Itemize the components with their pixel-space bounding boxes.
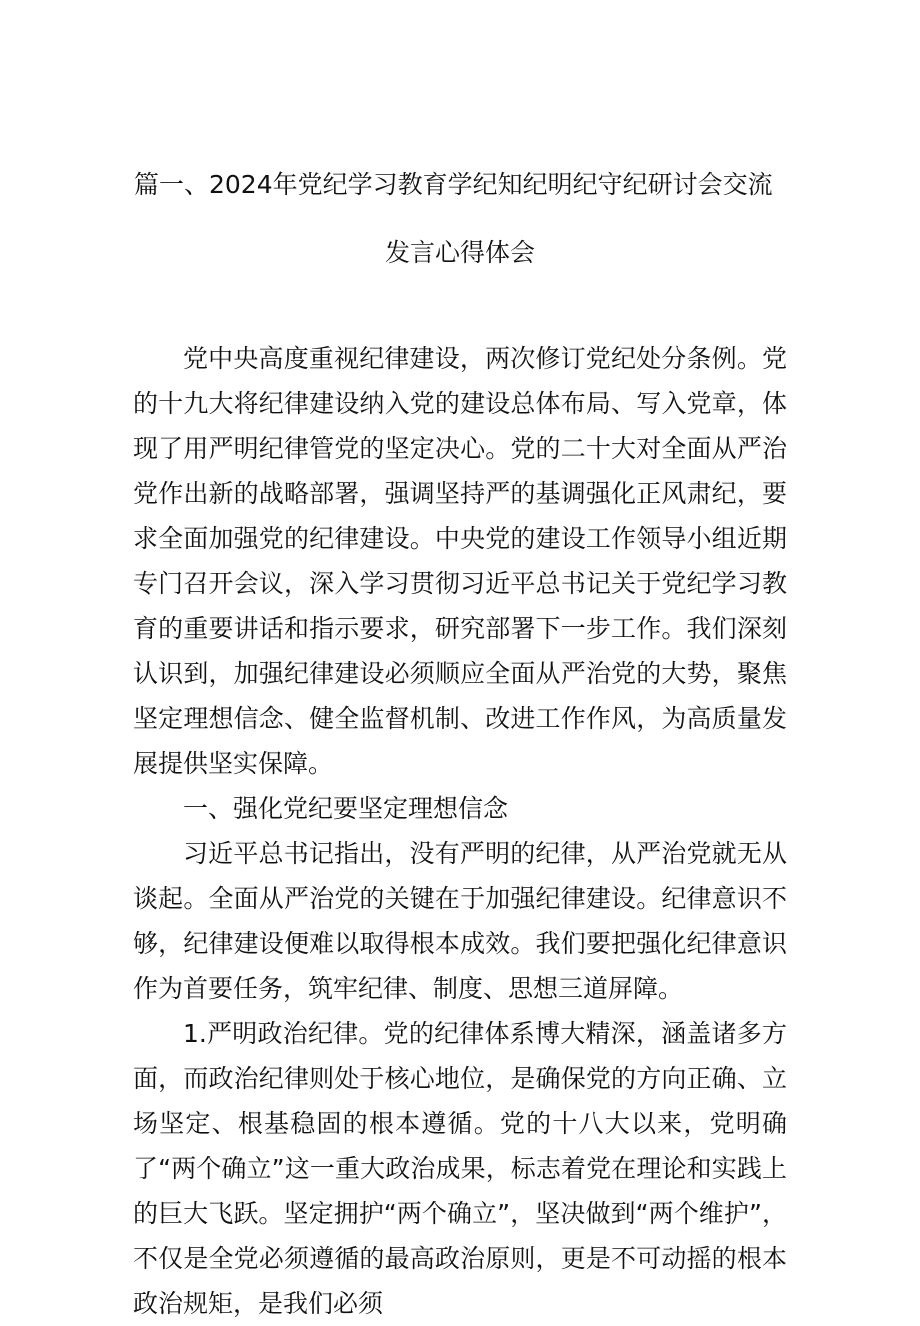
paragraph-section-1: 习近平总书记指出，没有严明的纪律，从严治党就无从谈起。全面从严治党的关键在于加强纪律建设。纪律意识不够，纪律建设便难以取得根本成效。我们要把强化纪律意识作为首要任务，筑牢纪律、制度、思想三道屏障。 [133, 839, 787, 1003]
paragraph-intro: 党中央高度重视纪律建设，两次修订党纪处分条例。党的十九大将纪律建设纳入党的建设总体布局、写入党章，体现了用严明纪律管党的坚定决心。党的二十大对全面从严治党作出新的战略部署，强调坚持严的基调强化正风肃纪，要求全面加强党的纪律建设。中央党的建设工作领导小组近期专门召开会议，深入学习贯彻习近平总书记关于党纪学习教育的重要讲话和指示要求，研究部署下一步工作。我们深刻认识到，加强纪律建设必须顺应全面从严治党的大势，聚焦坚定理想信念、健全监督机制、改进工作作风，为高质量发展提供坚实保障。 [133, 344, 787, 778]
document-body [133, 336, 787, 1326]
document-title-line-2: 发言心得体会 [384, 238, 535, 267]
paragraph-point-1: 1.严明政治纪律。党的纪律体系博大精深，涵盖诸多方面，而政治纪律则处于核心地位，是确保党的方向正确、立场坚定、根基稳固的根本遵循。党的十八大以来，党明确了“两个确立”这一重大政治成果，标志着党在理论和实践上的巨大飞跃。坚定拥护“两个确立”，坚决做到“两个维护”，不仅是全党必须遵循的最高政治原则，更是不可动摇的根本政治规矩，是我们必须 [133, 1019, 787, 1318]
document-title-line-1: 篇一、2024年党纪学习教育学纪知纪明纪守纪研讨会交流 [134, 170, 773, 199]
section-heading-1: 一、强化党纪要坚定理想信念 [183, 794, 509, 823]
